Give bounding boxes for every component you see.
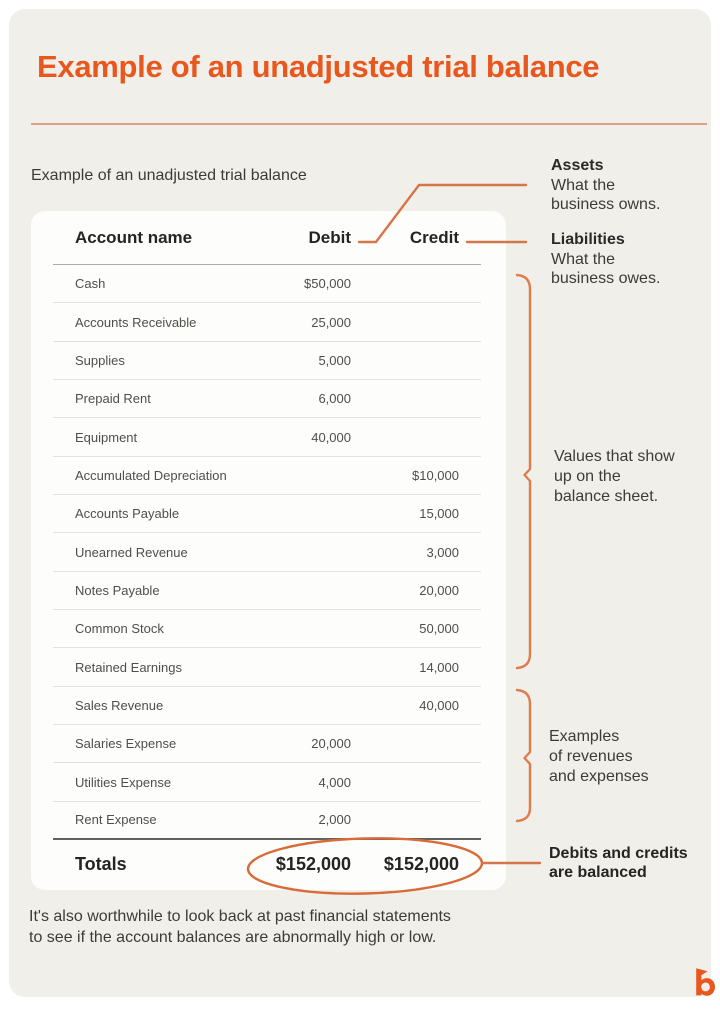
revenue-expense-annotation-line: Examples [549,728,620,745]
account-name-cell: Retained Earnings [75,659,182,675]
debit-cell: 6,000 [318,391,351,407]
account-name-cell: Notes Payable [75,582,160,598]
trial-balance-table [53,211,481,889]
balanced-annotation [549,844,688,882]
assets-annotation-line: business owns. [551,196,661,213]
table-row [53,495,481,533]
account-name-cell: Cash [75,276,106,292]
debit-cell: 25,000 [311,314,351,330]
totals-row [53,840,481,889]
table-row [53,687,481,725]
account-name-cell: Accounts Receivable [75,314,197,330]
table-row [53,802,481,840]
title-divider [31,123,707,125]
footer-note-line: It's also worthwhile to look back at past financial statements [29,908,451,925]
subtitle: Example of an unadjusted trial balance [31,167,307,184]
balance-sheet-bracket [517,275,530,668]
balance-sheet-annotation-line: up on the [554,468,621,485]
debit-cell: 5,000 [318,352,351,368]
balanced-annotation-line: are balanced [549,864,647,881]
account-name-cell: Salaries Expense [75,736,177,752]
balanced-annotation-line: Debits and credits [549,845,688,862]
assets-annotation-title: Assets [551,157,604,174]
account-name-cell: Sales Revenue [75,697,164,713]
account-name-cell: Prepaid Rent [75,391,151,407]
account-name-cell: Utilities Expense [75,774,172,790]
debit-cell: 2,000 [318,812,351,828]
table-row [53,572,481,610]
account-name-cell: Accounts Payable [75,506,180,522]
revenue-expense-annotation-line: and expenses [549,768,649,785]
account-name-cell: Unearned Revenue [75,544,188,560]
account-name-cell: Accumulated Depreciation [75,467,227,483]
liabilities-annotation-title: Liabilities [551,231,625,248]
column-header-account: Account name [75,227,193,247]
debit-cell: $50,000 [304,276,351,292]
table-row [53,763,481,801]
debit-cell: 40,000 [311,429,351,445]
account-name-cell: Common Stock [75,621,164,637]
table-row [53,303,481,341]
account-name-cell: Rent Expense [75,812,157,828]
revenue-expense-annotation [549,727,649,787]
account-name-cell: Supplies [75,352,125,368]
table-row [53,418,481,456]
credit-cell: 3,000 [426,544,459,560]
background-panel [9,9,711,997]
totals-debit: $152,000 [275,854,351,875]
totals-credit: $152,000 [383,854,459,875]
trial-balance-card [31,211,506,890]
credit-cell: 14,000 [419,659,459,675]
debit-cell: 20,000 [311,736,351,752]
balance-sheet-annotation-line: balance sheet. [554,488,659,505]
table-row [53,610,481,648]
account-name-cell: Equipment [75,429,138,445]
footer-note [29,907,451,948]
table-row [53,265,481,303]
credit-cell: $10,000 [412,467,459,483]
table-row [53,457,481,495]
column-header-credit: Credit [409,227,459,247]
assets-annotation [551,156,660,215]
table-body [53,265,481,840]
revenue-expense-annotation-line: of revenues [549,748,633,765]
liabilities-annotation [551,230,660,289]
table-header-row [53,211,481,265]
assets-annotation-line: What the [551,176,616,194]
totals-label: Totals [75,854,127,875]
credit-cell: 40,000 [419,697,459,713]
liabilities-annotation-line: What the [551,250,616,268]
credit-cell: 50,000 [419,621,459,637]
balance-sheet-annotation [554,447,675,507]
table-row [53,648,481,686]
revenue-expense-bracket [517,690,530,821]
liabilities-annotation-line: business owes. [551,270,661,287]
credit-cell: 20,000 [419,582,459,598]
page-title: Example of an unadjusted trial balance [37,49,600,84]
table-row [53,380,481,418]
column-header-debit: Debit [308,227,351,247]
table-row [53,725,481,763]
table-row [53,342,481,380]
credit-cell: 15,000 [419,506,459,522]
balance-sheet-annotation-line: Values that show [554,448,675,465]
footer-note-line: to see if the account balances are abnormally high or low. [29,928,437,946]
table-row [53,533,481,571]
debit-cell: 4,000 [318,774,351,790]
bench-logo-icon [694,967,715,997]
